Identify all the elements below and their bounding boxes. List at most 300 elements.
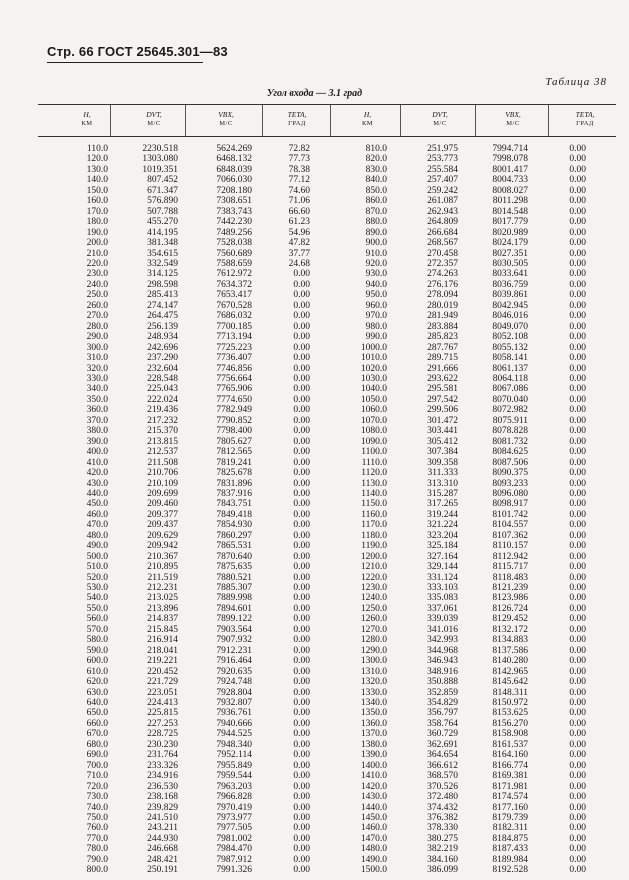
table-cell: 270.458 xyxy=(427,248,458,259)
table-cell: 0.00 xyxy=(293,771,310,782)
table-cell: 860.0 xyxy=(365,196,387,207)
table-cell: 386.099 xyxy=(427,865,458,876)
table-cell: 0.00 xyxy=(293,468,310,479)
table-cell: 7907.932 xyxy=(216,635,252,646)
table-cell: 0.00 xyxy=(569,311,586,322)
col-separator xyxy=(400,105,401,136)
table-cell: 1390.0 xyxy=(360,750,387,761)
table-cell: 1070.0 xyxy=(360,415,387,426)
table-cell: 237.290 xyxy=(147,353,178,364)
table-cell: 7940.666 xyxy=(216,718,252,729)
table-cell: 210.706 xyxy=(147,468,178,479)
table-cell: 8096.080 xyxy=(492,488,528,499)
table-cell: 7916.464 xyxy=(216,656,252,667)
table-cell: 323.204 xyxy=(427,530,458,541)
table-cell: 220.452 xyxy=(147,666,178,677)
table-cell: 213.815 xyxy=(147,436,178,447)
table-cell: 0.00 xyxy=(569,248,586,259)
table-cell: 7208.180 xyxy=(216,185,252,196)
table-cell: 71.06 xyxy=(288,196,310,207)
table-cell: 560.0 xyxy=(86,614,108,625)
table-cell: 225.043 xyxy=(147,384,178,395)
table-cell: 770.0 xyxy=(86,833,108,844)
table-cell: 8072.982 xyxy=(492,405,528,416)
col-header-h-right xyxy=(340,110,395,128)
table-cell: 7899.122 xyxy=(216,614,252,625)
table-cell: 8182.311 xyxy=(492,823,528,834)
table-cell: 270.0 xyxy=(86,311,108,322)
table-cell: 0.00 xyxy=(569,405,586,416)
table-cell: 580.0 xyxy=(86,635,108,646)
table-cell: 8061.137 xyxy=(492,363,528,374)
table-cell: 0.00 xyxy=(293,844,310,855)
table-cell: 210.367 xyxy=(147,551,178,562)
table-cell: 7383.743 xyxy=(216,206,252,217)
table-cell: 307.384 xyxy=(427,447,458,458)
table-cell: 215.370 xyxy=(147,426,178,437)
table-cell: 600.0 xyxy=(86,656,108,667)
table-cell: 8110.157 xyxy=(492,541,528,552)
table-cell: 8004.733 xyxy=(492,175,528,186)
table-cell: 264.809 xyxy=(427,217,458,228)
col-separator xyxy=(262,105,263,136)
table-cell: 378.330 xyxy=(427,823,458,834)
table-cell: 0.00 xyxy=(569,562,586,573)
table-cell: 8039.861 xyxy=(492,290,528,301)
table-cell: 8153.625 xyxy=(492,708,528,719)
table-cell: 0.00 xyxy=(293,509,310,520)
table-cell: 8112.942 xyxy=(492,551,528,562)
table-cell: 7959.544 xyxy=(216,771,252,782)
table-cell: 0.00 xyxy=(293,353,310,364)
table-cell: 0.00 xyxy=(293,645,310,656)
table-cell: 1110.0 xyxy=(361,457,387,468)
table-cell: 0.00 xyxy=(569,781,586,792)
table-cell: 7746.856 xyxy=(216,363,252,374)
table-cell: 0.00 xyxy=(293,373,310,384)
table-cell: 0.00 xyxy=(293,415,310,426)
table-cell: 0.00 xyxy=(569,415,586,426)
table-cell: 1370.0 xyxy=(360,729,387,740)
table-cell: 1400.0 xyxy=(360,760,387,771)
table-cell: 61.23 xyxy=(288,217,310,228)
table-cell: 8075.911 xyxy=(492,415,528,426)
col-h-right xyxy=(330,144,387,876)
table-cell: 348.916 xyxy=(427,666,458,677)
table-cell: 7066.030 xyxy=(216,175,252,186)
col-vbx-right xyxy=(470,144,528,876)
table-cell: 7912.231 xyxy=(216,645,252,656)
table-cell: 0.00 xyxy=(293,405,310,416)
table-cell: 219.436 xyxy=(147,405,178,416)
table-cell: 0.00 xyxy=(293,603,310,614)
table-cell: 7686.032 xyxy=(216,311,252,322)
table-cell: 910.0 xyxy=(365,248,387,259)
table-cell: 7998.078 xyxy=(492,154,528,165)
table-cell: 8011.298 xyxy=(492,196,528,207)
table-top-rule xyxy=(38,104,616,105)
table-cell: 24.68 xyxy=(288,258,310,269)
table-cell: 0.00 xyxy=(293,321,310,332)
col-dvt-right xyxy=(400,144,458,876)
table-cell: 7819.241 xyxy=(216,457,252,468)
table-cell: 7860.297 xyxy=(216,530,252,541)
table-cell: 0.00 xyxy=(569,645,586,656)
table-cell: 8084.625 xyxy=(492,447,528,458)
col-separator xyxy=(330,105,331,136)
table-cell: 354.615 xyxy=(147,248,178,259)
table-cell: 239.829 xyxy=(147,802,178,813)
table-cell: 213.025 xyxy=(147,593,178,604)
col-header-h-left xyxy=(62,110,112,128)
table-cell: 7894.601 xyxy=(216,603,252,614)
col-header-name: TETA, xyxy=(575,110,595,119)
table-cell: 8118.483 xyxy=(492,572,528,583)
table-cell: 8001.417 xyxy=(492,164,528,175)
table-cell: 8049.070 xyxy=(492,321,528,332)
table-cell: 8067.086 xyxy=(492,384,528,395)
table-cell: 6848.039 xyxy=(216,164,252,175)
table-cell: 950.0 xyxy=(365,290,387,301)
table-cell: 341.016 xyxy=(427,624,458,635)
table-cell: 278.094 xyxy=(427,290,458,301)
table-cell: 7843.751 xyxy=(216,499,252,510)
table-cell: 370.526 xyxy=(427,781,458,792)
table-cell: 1030.0 xyxy=(360,373,387,384)
table-cell: 740.0 xyxy=(86,802,108,813)
table-cell: 7885.307 xyxy=(216,583,252,594)
table-cell: 8142.965 xyxy=(492,666,528,677)
table-cell: 222.024 xyxy=(147,394,178,405)
table-cell: 8145.642 xyxy=(492,677,528,688)
table-cell: 7849.418 xyxy=(216,509,252,520)
table-cell: 354.829 xyxy=(427,698,458,709)
table-cell: 380.0 xyxy=(86,426,108,437)
table-cell: 1130.0 xyxy=(361,478,387,489)
table-cell: 370.0 xyxy=(86,415,108,426)
table-cell: 7790.852 xyxy=(216,415,252,426)
table-cell: 0.00 xyxy=(569,530,586,541)
table-cell: 440.0 xyxy=(86,488,108,499)
col-header-name: H, xyxy=(363,110,372,119)
table-cell: 8164.160 xyxy=(492,750,528,761)
table-cell: 346.943 xyxy=(427,656,458,667)
table-cell: 8033.641 xyxy=(492,269,528,280)
table-cell: 266.684 xyxy=(427,227,458,238)
table-cell: 1470.0 xyxy=(360,833,387,844)
table-cell: 840.0 xyxy=(365,175,387,186)
table-cell: 310.0 xyxy=(86,353,108,364)
table-cell: 280.0 xyxy=(86,321,108,332)
table-cell: 0.00 xyxy=(569,426,586,437)
table-cell: 0.00 xyxy=(569,572,586,583)
table-cell: 990.0 xyxy=(365,332,387,343)
table-cell: 8161.537 xyxy=(492,739,528,750)
table-cell: 233.326 xyxy=(147,760,178,771)
table-cell: 7528.038 xyxy=(216,238,252,249)
table-cell: 0.00 xyxy=(293,488,310,499)
table-cell: 390.0 xyxy=(86,436,108,447)
table-cell: 7880.521 xyxy=(216,572,252,583)
table-cell: 190.0 xyxy=(86,227,108,238)
table-cell: 0.00 xyxy=(569,718,586,729)
table-cell: 319.244 xyxy=(427,509,458,520)
table-cell: 7944.525 xyxy=(216,729,252,740)
table-cell: 287.767 xyxy=(427,342,458,353)
table-cell: 1490.0 xyxy=(360,854,387,865)
table-cell: 8171.981 xyxy=(492,781,528,792)
table-cell: 7670.528 xyxy=(216,300,252,311)
table-cell: 1020.0 xyxy=(360,363,387,374)
table-cell: 150.0 xyxy=(86,185,108,196)
table-cell: 110.0 xyxy=(86,144,108,154)
table-cell: 7952.114 xyxy=(216,750,252,761)
table-cell: 455.270 xyxy=(147,217,178,228)
table-cell: 620.0 xyxy=(86,677,108,688)
table-cell: 1019.351 xyxy=(142,164,178,175)
table-cell: 230.230 xyxy=(147,739,178,750)
table-cell: 212.231 xyxy=(147,583,178,594)
table-cell: 8137.586 xyxy=(492,645,528,656)
table-subtitle: Угол входа — 3.1 град xyxy=(266,88,363,99)
table-cell: 0.00 xyxy=(569,666,586,677)
table-cell: 7889.998 xyxy=(216,593,252,604)
table-cell: 290.0 xyxy=(86,332,108,343)
table-cell: 0.00 xyxy=(569,447,586,458)
table-cell: 210.895 xyxy=(147,562,178,573)
table-cell: 8158.908 xyxy=(492,729,528,740)
table-cell: 72.82 xyxy=(288,144,310,154)
table-cell: 0.00 xyxy=(293,614,310,625)
table-cell: 8174.574 xyxy=(492,792,528,803)
table-cell: 410.0 xyxy=(86,457,108,468)
table-cell: 7977.505 xyxy=(216,823,252,834)
table-cell: 7984.470 xyxy=(216,844,252,855)
table-cell: 6468.132 xyxy=(216,154,252,165)
table-cell: 960.0 xyxy=(365,300,387,311)
table-cell: 0.00 xyxy=(569,154,586,165)
table-cell: 460.0 xyxy=(86,509,108,520)
table-cell: 301.472 xyxy=(427,415,458,426)
table-cell: 0.00 xyxy=(293,656,310,667)
col-header-unit: М/С xyxy=(506,120,520,127)
col-header-unit: КМ xyxy=(81,120,93,127)
table-cell: 900.0 xyxy=(365,238,387,249)
table-cell: 0.00 xyxy=(569,583,586,594)
table-cell: 0.00 xyxy=(569,603,586,614)
table-cell: 0.00 xyxy=(569,823,586,834)
table-cell: 810.0 xyxy=(365,144,387,154)
table-cell: 0.00 xyxy=(569,363,586,374)
table-cell: 480.0 xyxy=(86,530,108,541)
table-cell: 240.0 xyxy=(86,279,108,290)
table-cell: 8020.989 xyxy=(492,227,528,238)
table-cell: 224.413 xyxy=(147,698,178,709)
table-label: Таблица 38 xyxy=(545,76,607,88)
table-cell: 400.0 xyxy=(86,447,108,458)
table-cell: 250.0 xyxy=(86,290,108,301)
table-cell: 540.0 xyxy=(86,593,108,604)
table-cell: 7991.326 xyxy=(216,865,252,876)
table-cell: 8134.883 xyxy=(492,635,528,646)
table-cell: 1170.0 xyxy=(361,520,387,531)
table-cell: 54.96 xyxy=(288,227,310,238)
table-cell: 0.00 xyxy=(293,729,310,740)
table-cell: 7966.828 xyxy=(216,792,252,803)
table-cell: 0.00 xyxy=(293,750,310,761)
table-cell: 970.0 xyxy=(365,311,387,322)
table-cell: 234.916 xyxy=(147,771,178,782)
table-cell: 217.232 xyxy=(147,415,178,426)
table-cell: 274.263 xyxy=(427,269,458,280)
table-cell: 0.00 xyxy=(569,739,586,750)
table-cell: 74.60 xyxy=(288,185,310,196)
table-cell: 0.00 xyxy=(293,572,310,583)
table-cell: 0.00 xyxy=(569,342,586,353)
table-cell: 333.103 xyxy=(427,583,458,594)
table-cell: 7812.565 xyxy=(216,447,252,458)
table-cell: 212.537 xyxy=(147,447,178,458)
table-cell: 7936.761 xyxy=(216,708,252,719)
table-cell: 8098.917 xyxy=(492,499,528,510)
table-cell: 0.00 xyxy=(569,394,586,405)
table-cell: 352.859 xyxy=(427,687,458,698)
table-cell: 7782.949 xyxy=(216,405,252,416)
table-cell: 7653.417 xyxy=(216,290,252,301)
table-cell: 8187.433 xyxy=(492,844,528,855)
table-cell: 8008.027 xyxy=(492,185,528,196)
table-cell: 344.968 xyxy=(427,645,458,656)
table-cell: 8126.724 xyxy=(492,603,528,614)
table-cell: 214.837 xyxy=(147,614,178,625)
table-cell: 610.0 xyxy=(86,666,108,677)
table-cell: 77.73 xyxy=(288,154,310,165)
table-cell: 0.00 xyxy=(293,823,310,834)
table-cell: 120.0 xyxy=(86,154,108,165)
table-cell: 7756.664 xyxy=(216,373,252,384)
table-cell: 800.0 xyxy=(86,865,108,876)
table-cell: 7903.564 xyxy=(216,624,252,635)
table-cell: 7981.002 xyxy=(216,833,252,844)
table-cell: 209.942 xyxy=(147,541,178,552)
table-cell: 261.087 xyxy=(427,196,458,207)
table-cell: 680.0 xyxy=(86,739,108,750)
table-cell: 0.00 xyxy=(569,488,586,499)
table-cell: 313.310 xyxy=(427,478,458,489)
table-cell: 8148.311 xyxy=(492,687,528,698)
table-cell: 590.0 xyxy=(86,645,108,656)
table-cell: 1280.0 xyxy=(360,635,387,646)
table-cell: 0.00 xyxy=(569,238,586,249)
table-cell: 1250.0 xyxy=(360,603,387,614)
table-cell: 0.00 xyxy=(569,520,586,531)
table-cell: 356.797 xyxy=(427,708,458,719)
table-cell: 1150.0 xyxy=(361,499,387,510)
table-cell: 720.0 xyxy=(86,781,108,792)
table-cell: 8036.759 xyxy=(492,279,528,290)
table-cell: 260.0 xyxy=(86,300,108,311)
table-cell: 272.357 xyxy=(427,258,458,269)
table-cell: 342.993 xyxy=(427,635,458,646)
table-cell: 298.598 xyxy=(147,279,178,290)
table-cell: 7994.714 xyxy=(492,144,528,154)
table-cell: 0.00 xyxy=(569,468,586,479)
table-cell: 7963.203 xyxy=(216,781,252,792)
col-header-dvt-left xyxy=(124,110,184,128)
table-cell: 510.0 xyxy=(86,562,108,573)
table-cell: 920.0 xyxy=(365,258,387,269)
table-cell: 1060.0 xyxy=(360,405,387,416)
table-cell: 8052.108 xyxy=(492,332,528,343)
table-cell: 0.00 xyxy=(293,583,310,594)
table-cell: 7489.256 xyxy=(216,227,252,238)
table-cell: 8192.528 xyxy=(492,865,528,876)
table-cell: 8150.972 xyxy=(492,698,528,709)
table-cell: 640.0 xyxy=(86,698,108,709)
col-header-name: VBX, xyxy=(505,110,521,119)
table-cell: 0.00 xyxy=(293,593,310,604)
table-cell: 1440.0 xyxy=(360,802,387,813)
table-cell: 1260.0 xyxy=(360,614,387,625)
table-cell: 0.00 xyxy=(293,792,310,803)
table-cell: 0.00 xyxy=(569,353,586,364)
table-cell: 8107.362 xyxy=(492,530,528,541)
col-vbx-left xyxy=(190,144,252,876)
table-cell: 0.00 xyxy=(293,384,310,395)
table-cell: 1200.0 xyxy=(360,551,387,562)
table-cell: 8156.270 xyxy=(492,718,528,729)
table-cell: 1270.0 xyxy=(360,624,387,635)
table-cell: 8177.160 xyxy=(492,802,528,813)
table-cell: 8078.828 xyxy=(492,426,528,437)
table-cell: 1303.080 xyxy=(142,154,178,165)
table-cell: 570.0 xyxy=(86,624,108,635)
table-cell: 7725.223 xyxy=(216,342,252,353)
table-cell: 0.00 xyxy=(569,499,586,510)
page-header: Стр. 66 ГОСТ 25645.301—83 xyxy=(47,44,228,59)
table-cell: 366.612 xyxy=(427,760,458,771)
table-cell: 1460.0 xyxy=(360,823,387,834)
col-h-left xyxy=(60,144,108,876)
col-header-unit: М/С xyxy=(147,120,161,127)
table-cell: 0.00 xyxy=(569,279,586,290)
table-cell: 0.00 xyxy=(293,718,310,729)
col-header-name: VBX, xyxy=(218,110,234,119)
table-cell: 0.00 xyxy=(293,687,310,698)
table-cell: 8169.381 xyxy=(492,771,528,782)
table-cell: 329.144 xyxy=(427,562,458,573)
table-cell: 230.0 xyxy=(86,269,108,280)
table-cell: 850.0 xyxy=(365,185,387,196)
table-cell: 210.109 xyxy=(147,478,178,489)
table-cell: 209.460 xyxy=(147,499,178,510)
table-cell: 0.00 xyxy=(569,771,586,782)
table-cell: 295.581 xyxy=(427,384,458,395)
table-cell: 880.0 xyxy=(365,217,387,228)
table-cell: 7560.689 xyxy=(216,248,252,259)
table-cell: 276.176 xyxy=(427,279,458,290)
table-cell: 285.413 xyxy=(147,290,178,301)
table-cell: 0.00 xyxy=(293,311,310,322)
table-cell: 0.00 xyxy=(569,656,586,667)
table-cell: 0.00 xyxy=(293,865,310,876)
col-header-unit: ГРАД xyxy=(288,120,306,127)
table-cell: 8055.132 xyxy=(492,342,528,353)
table-cell: 77.12 xyxy=(288,175,310,186)
table-cell: 1340.0 xyxy=(360,698,387,709)
table-cell: 289.715 xyxy=(427,353,458,364)
table-cell: 1050.0 xyxy=(360,394,387,405)
